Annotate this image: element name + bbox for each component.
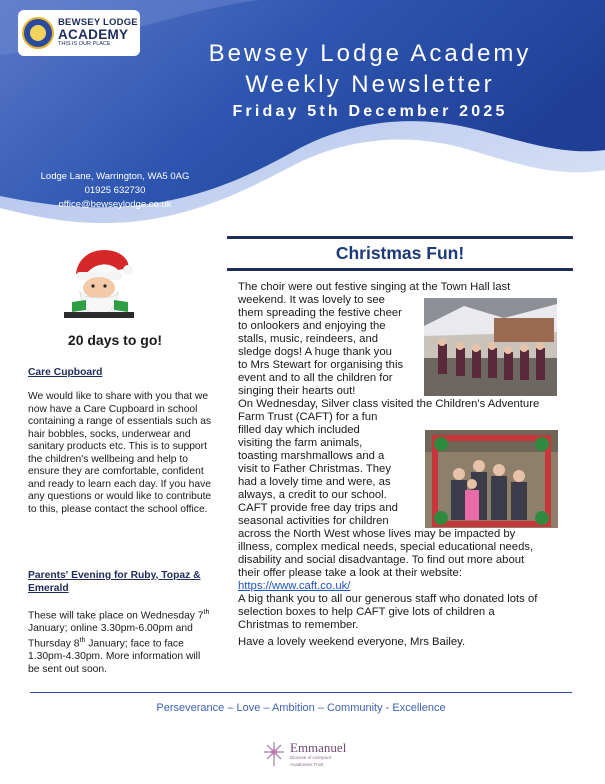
farm-line: toasting marshmallows and a xyxy=(238,450,385,462)
care-cupboard-body: We would like to share with you that we now have a Care Cupboard in school containing a range of essentials such as hair bobbles, socks, underwear and sanitary products etc. This is to support the children's wellbeing and help to ensure they are comfortable, confident and ready to learn each day. If you have any questions or would like to contribute to this, please contact the school office. xyxy=(28,391,212,515)
farm-line: visiting the farm animals, xyxy=(238,437,363,449)
newsletter-subtitle: Weekly Newsletter xyxy=(245,71,495,98)
section-rule-bottom xyxy=(227,268,573,271)
trust-sub1: Diocese of Liverpool xyxy=(290,755,331,760)
farm-line: their offer please take a look at their website: xyxy=(238,567,462,579)
choir-line: The choir were out festive singing at the Town Hall last xyxy=(238,281,511,293)
header-banner xyxy=(0,0,605,240)
parents-evening-body xyxy=(28,607,214,676)
farm-line: across the North West whose lives may be impacted by xyxy=(238,528,516,540)
farm-line: On Wednesday, Silver class visited the Children's Adventure xyxy=(238,398,540,410)
farm-photo xyxy=(425,430,558,528)
newsletter-date: Friday 5th December 2025 xyxy=(232,103,508,120)
farm-line: had a lovely time and were, as xyxy=(238,476,391,488)
footer-rule xyxy=(30,692,572,693)
logo-line1: BEWSEY LODGE xyxy=(58,17,138,29)
choir-photo xyxy=(424,298,557,396)
thanks-line: A big thank you to all our generous staff who donated lots of xyxy=(238,593,538,605)
school-phone: 01925 632730 xyxy=(84,185,146,196)
section-rule-top xyxy=(227,236,573,239)
parents-evening-text-2: January; online 3.30pm-6.00pm and Thursday 8 xyxy=(28,622,193,650)
care-cupboard-title: Care Cupboard xyxy=(28,367,103,378)
thanks-line: Christmas to remember. xyxy=(238,619,359,631)
signoff: Have a lovely weekend everyone, Mrs Bailey. xyxy=(238,636,466,648)
parents-evening-sup-1: th xyxy=(203,609,210,616)
trust-logo-icon xyxy=(262,740,286,768)
parents-evening-text-3: January; face to face 1.30pm-4.30pm. More information will be sent out soon. xyxy=(28,638,201,675)
choir-line: weekend. It was lovely to see xyxy=(238,294,385,306)
school-email: office@bewseylodge.co.uk xyxy=(58,199,172,210)
thanks-line: selection boxes to help CAFT give lots of children a xyxy=(238,606,495,618)
parents-evening-sup-2: th xyxy=(79,637,86,645)
parents-evening-heading xyxy=(28,570,214,595)
farm-line: illness, complex medical needs, special educational needs, xyxy=(238,541,534,553)
farm-line: always, a credit to our school. xyxy=(238,489,387,501)
choir-line: sledge dogs! A huge thank you xyxy=(238,346,392,358)
countdown-text: 20 days to go! xyxy=(67,332,163,348)
caft-website-link[interactable]: https://www.caft.co.uk/ xyxy=(238,580,351,592)
logo-tagline: THIS IS OUR PLACE xyxy=(58,41,111,48)
choir-line: to Mrs Stewart for organising this xyxy=(238,359,404,371)
parents-evening-title: Parents' Evening for Ruby, Topaz & Emerald xyxy=(28,570,201,594)
school-logo xyxy=(18,10,140,56)
farm-line: seasonal activities for children xyxy=(238,515,389,527)
school-motto: Perseverance – Love – Ambition – Community - Excellence xyxy=(156,702,446,714)
trust-logo xyxy=(262,740,346,768)
farm-line: CAFT provide free day trips and xyxy=(238,502,398,514)
choir-line: singing their hearts out! xyxy=(238,385,356,397)
choir-line: to onlookers and enjoying the xyxy=(238,320,386,332)
trust-name: Emmanuel xyxy=(290,740,347,755)
farm-line: filled day which included xyxy=(238,424,360,436)
school-contact xyxy=(30,170,200,212)
school-crest-icon xyxy=(22,17,54,49)
farm-line: visit to Father Christmas. They xyxy=(238,463,391,475)
section-title: Christmas Fun! xyxy=(335,243,465,263)
newsletter-title: Bewsey Lodge Academy xyxy=(208,40,532,67)
choir-line: stalls, music, reindeers, and xyxy=(238,333,379,345)
parents-evening-text-1: These will take place on Wednesday 7 xyxy=(28,610,204,622)
farm-line: disability and social disadvantage. To find out more about xyxy=(238,554,525,566)
care-cupboard-heading xyxy=(28,367,214,380)
santa-icon xyxy=(58,244,140,325)
choir-line: event and to all the children for xyxy=(238,372,393,384)
farm-line: Farm Trust (CAFT) for a fun xyxy=(238,411,378,423)
trust-sub2: Academies Trust xyxy=(290,761,324,767)
school-address: Lodge Lane, Warrington, WA5 0AG xyxy=(40,171,190,182)
logo-line2: ACADEMY xyxy=(58,26,129,42)
choir-line: them spreading the festive cheer xyxy=(238,307,402,319)
